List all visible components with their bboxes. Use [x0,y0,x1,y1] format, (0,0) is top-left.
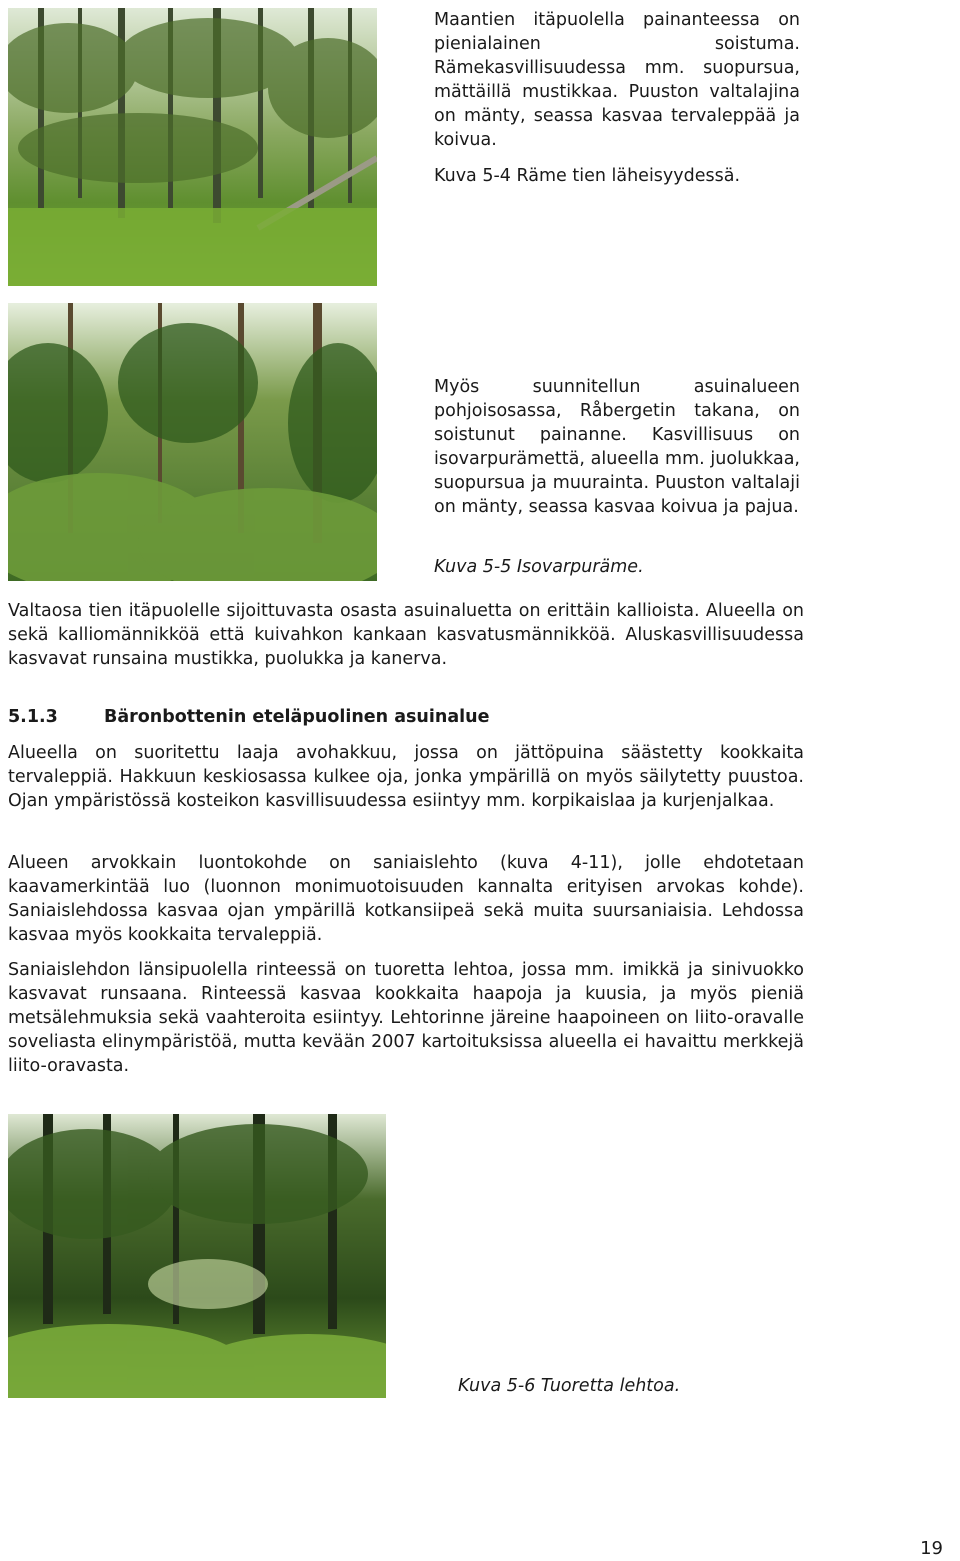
page-number: 19 [920,1538,943,1559]
paragraph-tuore-lehto: Saniaislehdon länsipuolella rinteessä on tuoretta lehtoa, jossa mm. imikkä ja sinivuokko kasvavat runsaana. Rinteessä kasvaa kookkaita haapoja ja kuusia, ja myös pieniä metsälehmuksia sekä vaahteroita esiintyy. Lehtorinne järeine haapoineen on liito-oravalle soveliasta elinympäristöä, mutta kevään 2007 kartoituksissa alueella ei havaittu merkkejä liito-oravasta. [8,960,804,1076]
figure-caption-5-4: Kuva 5-4 Räme tien läheisyydessä. [434,166,741,186]
section-number: 5.1.3 [8,707,58,727]
section-heading [8,705,490,729]
section-title: Bäronbottenin eteläpuolinen asuinalue [104,707,490,727]
photo-description-isovarpurame: Myös suunnitellun asuinalueen pohjoisosassa, Råbergetin takana, on soistunut painanne. Kasvillisuus on isovarpurämettä, alueella mm. juolukkaa, suopursua ja muurainta. Puuston valtalaji on mänty, seassa kasvaa koivua ja pajua. [434,377,800,517]
photo-tuore-lehto [8,1114,386,1398]
figure-caption-5-5: Kuva 5-5 Isovarpuräme. [434,557,644,577]
paragraph-saniaislehto: Alueen arvokkain luontokohde on saniaislehto (kuva 4-11), jolle ehdotetaan kaavamerkintää luo (luonnon monimuotoisuuden kannalta erityisen arvokas kohde). Saniaislehdossa kasvaa ojan ympärillä kotkansiipeä sekä muita suursaniaisia. Lehdossa kasvaa myös kookkaita tervaleppiä. [8,853,804,945]
paragraph-avohakkuu: Alueella on suoritettu laaja avohakkuu, jossa on jättöpuina säästetty kookkaita tervaleppiä. Hakkuun keskiosassa kulkee oja, jonka ympärillä on myös säilytetty puustoa. Ojan ympäristössä kosteikon kasvillisuudessa esiintyy mm. korpikaislaa ja kurjenjalkaa. [8,743,804,811]
photo-description-rame: Maantien itäpuolella painanteessa on pienialainen soistuma. Rämekasvillisuudessa mm. suopursua, mättäillä mustikkaa. Puuston valtalajina on mänty, seassa kasvaa tervaleppää ja koivua. [434,10,800,150]
figure-caption-5-6: Kuva 5-6 Tuoretta lehtoa. [458,1376,681,1396]
photo-rame [8,8,377,286]
paragraph-valtaosa: Valtaosa tien itäpuolelle sijoittuvasta osasta asuinaluetta on erittäin kallioista. Alueella on sekä kalliomännikköä että kuivahkon kankaan kasvatusmännikköä. Aluskasvillisuudessa kasvavat runsaina mustikka, puolukka ja kanerva. [8,601,804,669]
photo-isovarpurame [8,303,377,581]
